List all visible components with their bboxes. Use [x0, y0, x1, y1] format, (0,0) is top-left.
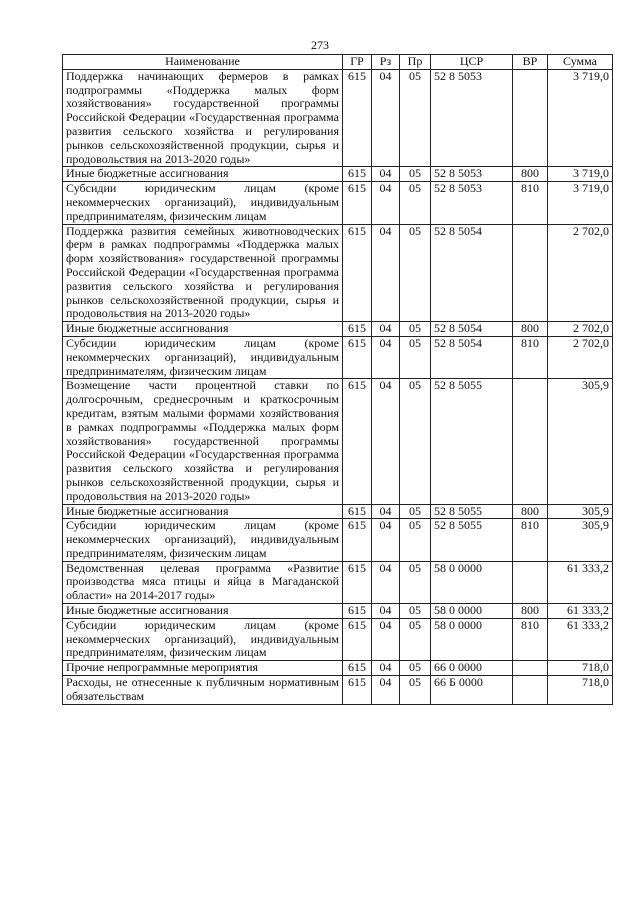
cell-vr: [513, 561, 548, 603]
header-pr: Пр: [400, 55, 431, 70]
cell-gr: 615: [343, 167, 372, 182]
cell-csr: 52 8 5054: [431, 322, 513, 337]
header-csr: ЦСР: [431, 55, 513, 70]
cell-sum: 61 333,2: [548, 618, 613, 660]
cell-vr: [513, 676, 548, 705]
cell-gr: 615: [343, 224, 372, 322]
cell-csr: 52 8 5054: [431, 224, 513, 322]
cell-name: Субсидии юридическим лицам (кроме некоммерческих организаций), индивидуальным предпринимателям, физическим лицам: [63, 182, 343, 224]
cell-pr: 05: [400, 676, 431, 705]
cell-gr: 615: [343, 604, 372, 619]
cell-pr: 05: [400, 618, 431, 660]
cell-rz: 04: [372, 224, 400, 322]
cell-csr: 66 0 0000: [431, 661, 513, 676]
cell-name: Субсидии юридическим лицам (кроме некоммерческих организаций), индивидуальным предпринимателям, физическим лицам: [63, 336, 343, 378]
cell-csr: 52 8 5053: [431, 182, 513, 224]
cell-pr: 05: [400, 322, 431, 337]
header-vr: ВР: [513, 55, 548, 70]
cell-name: Возмещение части процентной ставки по долгосрочным, среднесрочным и краткосрочным кредитам, взятым малыми формами хозяйствования в рамках подпрограммы «Поддержка малых форм хозяйствования» государственной программы Российской Федерации «Государственная программа развития сельского хозяйства и регулирования рынков сельскохозяйственной продукции, сырья и продовольствия на 2013-2020 годы»: [63, 379, 343, 504]
cell-vr: [513, 224, 548, 322]
cell-pr: 05: [400, 69, 431, 167]
cell-gr: 615: [343, 618, 372, 660]
cell-rz: 04: [372, 519, 400, 561]
cell-vr: 810: [513, 618, 548, 660]
cell-gr: 615: [343, 661, 372, 676]
cell-gr: 615: [343, 69, 372, 167]
cell-csr: 52 8 5055: [431, 519, 513, 561]
cell-pr: 05: [400, 224, 431, 322]
cell-pr: 05: [400, 604, 431, 619]
cell-sum: 305,9: [548, 519, 613, 561]
table-row: [63, 224, 613, 322]
cell-sum: 61 333,2: [548, 561, 613, 603]
cell-sum: 3 719,0: [548, 182, 613, 224]
cell-csr: 58 0 0000: [431, 604, 513, 619]
cell-csr: 52 8 5053: [431, 167, 513, 182]
cell-csr: 52 8 5055: [431, 504, 513, 519]
cell-vr: 810: [513, 182, 548, 224]
cell-pr: 05: [400, 379, 431, 504]
budget-table: [62, 54, 613, 705]
table-body: [63, 69, 613, 704]
cell-gr: 615: [343, 336, 372, 378]
cell-name: Поддержка начинающих фермеров в рамках подпрограммы «Поддержка малых форм хозяйствования» государственной программы Российской Федерации «Государственная программа развития сельского хозяйства и регулирования рынков сельскохозяйственной продукции, сырья и продовольствия на 2013-2020 годы»: [63, 69, 343, 167]
cell-sum: 61 333,2: [548, 604, 613, 619]
cell-sum: 3 719,0: [548, 69, 613, 167]
cell-sum: 2 702,0: [548, 336, 613, 378]
cell-csr: 52 8 5055: [431, 379, 513, 504]
cell-vr: [513, 661, 548, 676]
cell-pr: 05: [400, 504, 431, 519]
table-row: [63, 676, 613, 705]
cell-gr: 615: [343, 519, 372, 561]
cell-pr: 05: [400, 661, 431, 676]
cell-csr: 58 0 0000: [431, 618, 513, 660]
table-row: [63, 504, 613, 519]
cell-rz: 04: [372, 322, 400, 337]
table-row: [63, 182, 613, 224]
cell-name: Расходы, не отнесенные к публичным нормативным обязательствам: [63, 676, 343, 705]
cell-pr: 05: [400, 561, 431, 603]
cell-csr: 66 Б 0000: [431, 676, 513, 705]
cell-name: Иные бюджетные ассигнования: [63, 322, 343, 337]
table-row: [63, 519, 613, 561]
cell-vr: 800: [513, 604, 548, 619]
cell-sum: 2 702,0: [548, 322, 613, 337]
cell-gr: 615: [343, 182, 372, 224]
cell-gr: 615: [343, 322, 372, 337]
cell-pr: 05: [400, 336, 431, 378]
page-number: 273: [311, 38, 329, 52]
cell-sum: 2 702,0: [548, 224, 613, 322]
cell-name: Ведомственная целевая программа «Развитие производства мяса птицы и яйца в Магаданской области» на 2014-2017 годы»: [63, 561, 343, 603]
table-row: [63, 336, 613, 378]
cell-gr: 615: [343, 379, 372, 504]
cell-vr: [513, 69, 548, 167]
cell-pr: 05: [400, 519, 431, 561]
table-row: [63, 561, 613, 603]
cell-vr: [513, 379, 548, 504]
cell-name: Поддержка развития семейных животноводческих ферм в рамках подпрограммы «Поддержка малых форм хозяйствования» государственной программы Российской Федерации «Государственная программа развития сельского хозяйства и регулирования рынков сельскохозяйственной продукции, сырья и продовольствия на 2013-2020 годы»: [63, 224, 343, 322]
cell-rz: 04: [372, 604, 400, 619]
cell-vr: 800: [513, 322, 548, 337]
cell-rz: 04: [372, 561, 400, 603]
cell-pr: 05: [400, 182, 431, 224]
cell-vr: 810: [513, 519, 548, 561]
cell-rz: 04: [372, 167, 400, 182]
cell-sum: 3 719,0: [548, 167, 613, 182]
cell-sum: 718,0: [548, 676, 613, 705]
table-row: [63, 661, 613, 676]
cell-name: Иные бюджетные ассигнования: [63, 604, 343, 619]
cell-name: Субсидии юридическим лицам (кроме некоммерческих организаций), индивидуальным предпринимателям, физическим лицам: [63, 519, 343, 561]
cell-vr: 810: [513, 336, 548, 378]
cell-name: Субсидии юридическим лицам (кроме некоммерческих организаций), индивидуальным предпринимателям, физическим лицам: [63, 618, 343, 660]
cell-csr: 52 8 5054: [431, 336, 513, 378]
cell-name: Прочие непрограммные мероприятия: [63, 661, 343, 676]
cell-gr: 615: [343, 504, 372, 519]
table-row: [63, 167, 613, 182]
cell-vr: 800: [513, 167, 548, 182]
cell-rz: 04: [372, 618, 400, 660]
table-row: [63, 604, 613, 619]
table-row: [63, 379, 613, 504]
cell-rz: 04: [372, 676, 400, 705]
cell-gr: 615: [343, 676, 372, 705]
table-row: [63, 69, 613, 167]
table-header-row: [63, 55, 613, 70]
cell-pr: 05: [400, 167, 431, 182]
cell-sum: 305,9: [548, 379, 613, 504]
cell-sum: 305,9: [548, 504, 613, 519]
cell-rz: 04: [372, 661, 400, 676]
header-gr: ГР: [343, 55, 372, 70]
cell-rz: 04: [372, 504, 400, 519]
cell-sum: 718,0: [548, 661, 613, 676]
header-name: Наименование: [63, 55, 343, 70]
header-sum: Сумма: [548, 55, 613, 70]
cell-gr: 615: [343, 561, 372, 603]
header-rz: Рз: [372, 55, 400, 70]
table-row: [63, 322, 613, 337]
cell-rz: 04: [372, 379, 400, 504]
cell-rz: 04: [372, 69, 400, 167]
cell-rz: 04: [372, 182, 400, 224]
cell-vr: 800: [513, 504, 548, 519]
cell-rz: 04: [372, 336, 400, 378]
table-row: [63, 618, 613, 660]
cell-csr: 52 8 5053: [431, 69, 513, 167]
cell-name: Иные бюджетные ассигнования: [63, 504, 343, 519]
cell-csr: 58 0 0000: [431, 561, 513, 603]
cell-name: Иные бюджетные ассигнования: [63, 167, 343, 182]
